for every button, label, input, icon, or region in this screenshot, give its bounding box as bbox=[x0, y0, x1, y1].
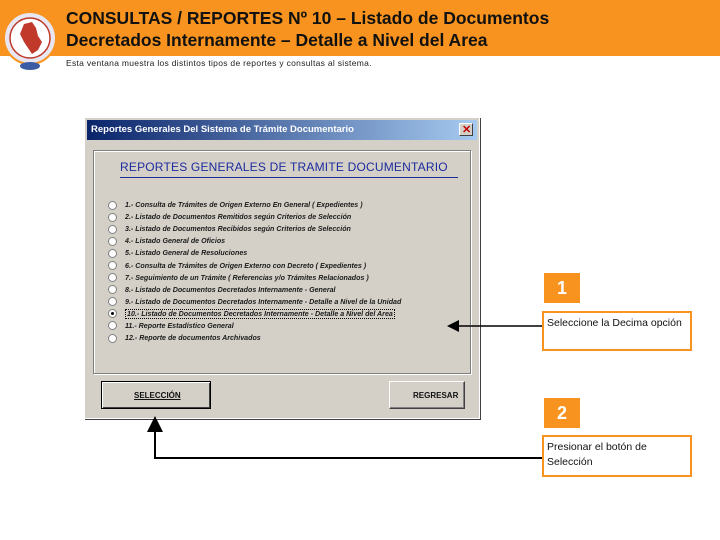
page-description: Esta ventana muestra los distintos tipos de reportes y consultas al sistema. bbox=[66, 58, 372, 68]
report-option-label: 12.- Reporte de documentos Archivados bbox=[125, 334, 261, 343]
close-icon: ✕ bbox=[462, 124, 472, 136]
back-button-label: REGRESAR bbox=[413, 391, 459, 400]
title-line-2: Decretados Internamente – Detalle a Nivel del Area bbox=[66, 30, 488, 50]
step-1-badge: 1 bbox=[544, 273, 580, 303]
report-option-label: 6.- Consulta de Trámites de Origen Externo con Decreto ( Expedientes ) bbox=[125, 261, 367, 270]
report-option-label: 8.- Listado de Documentos Decretados Internamente - General bbox=[125, 285, 336, 294]
report-option-label: 7.- Seguimiento de un Trámite ( Referencias y/o Trámites Relacionados ) bbox=[125, 273, 369, 282]
step-1-callout: Seleccione la Decima opción bbox=[542, 311, 692, 351]
report-option-label: 3.- Listado de Documentos Recibidos según Criterios de Selección bbox=[125, 225, 351, 234]
report-heading: REPORTES GENERALES DE TRAMITE DOCUMENTARIO bbox=[120, 160, 448, 174]
report-option-label: 9.- Listado de Documentos Decretados Internamente - Detalle a Nivel de la Unidad bbox=[125, 297, 402, 306]
title-line-1: CONSULTAS / REPORTES Nº 10 – Listado de Documentos bbox=[66, 8, 550, 28]
report-option-label: 5.- Listado General de Resoluciones bbox=[125, 249, 248, 258]
callout-2-arrow bbox=[155, 420, 542, 458]
report-option-label: 2.- Listado de Documentos Remitidos según Criterios de Selección bbox=[125, 213, 352, 222]
select-button-label: SELECCIÓN bbox=[134, 391, 181, 400]
step-2-callout: Presionar el botón de Selección bbox=[542, 435, 692, 477]
step-2-badge: 2 bbox=[544, 398, 580, 428]
report-option-label: 11.- Reporte Estadístico General bbox=[125, 321, 234, 330]
dialog-title: Reportes Generales Del Sistema de Trámite Documentario bbox=[91, 124, 354, 135]
report-option-label: 4.- Listado General de Oficios bbox=[125, 237, 226, 246]
report-option-label: 10.- Listado de Documentos Decretados Internamente - Detalle a Nivel del Area bbox=[127, 309, 393, 318]
report-option-label: 1.- Consulta de Trámites de Origen Externo En General ( Expedientes ) bbox=[125, 201, 363, 210]
